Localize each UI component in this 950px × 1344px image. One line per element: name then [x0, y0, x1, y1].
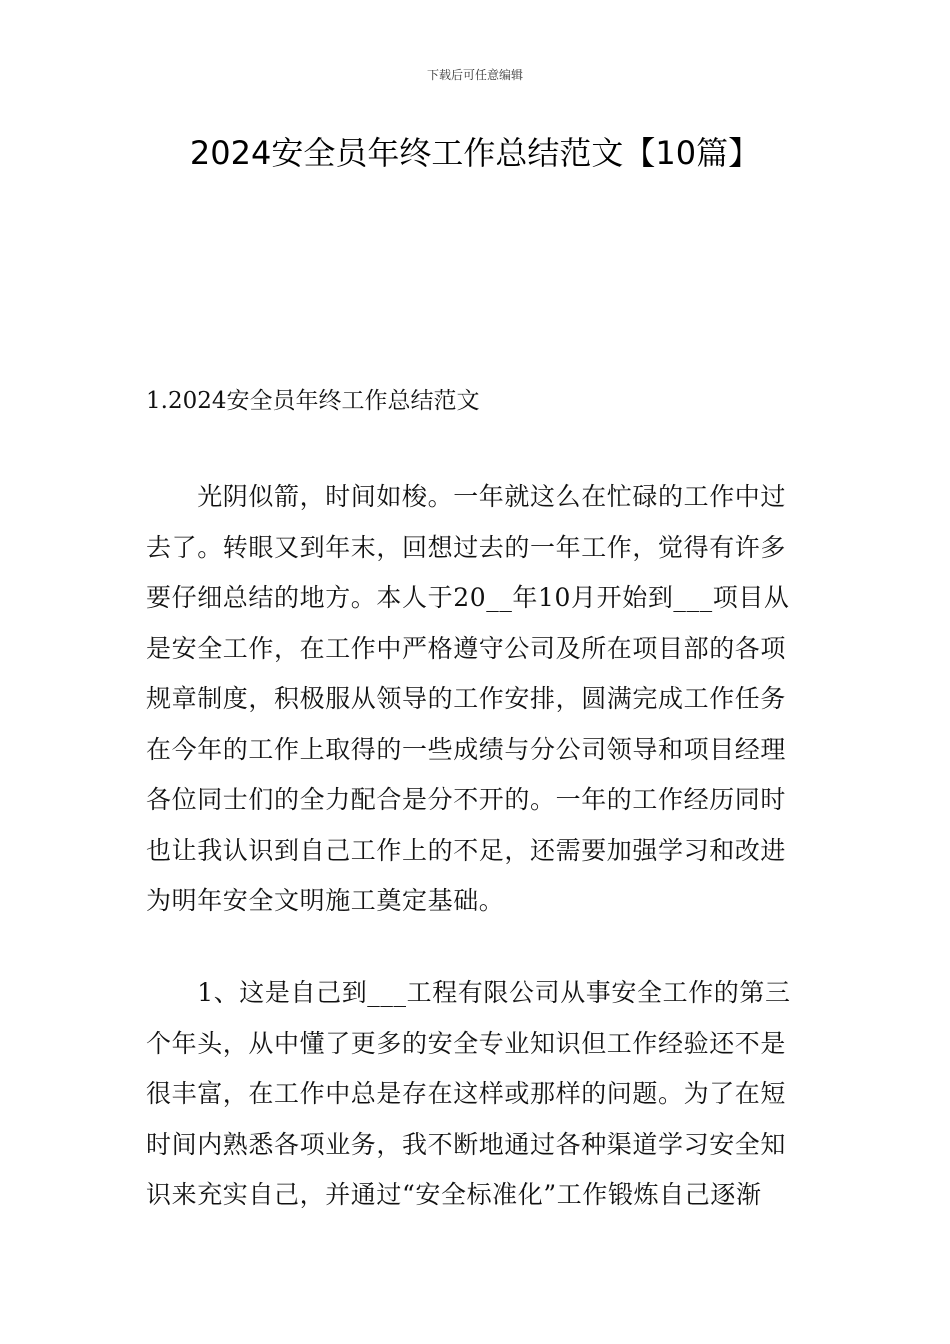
document-title: 2024安全员年终工作总结范文【10篇】 [189, 134, 761, 172]
section-heading: 1.2024安全员年终工作总结范文 [146, 388, 480, 414]
body-paragraph-2 [146, 968, 806, 1221]
paragraph-line: 也让我认识到自己工作上的不足，还需要加强学习和改进 [146, 835, 787, 865]
body-paragraph-1 [146, 472, 806, 927]
paragraph-line: 为明年安全文明施工奠定基础。 [146, 886, 505, 915]
paragraph-line: 是安全工作，在工作中严格遵守公司及所在项目部的各项 [146, 633, 787, 663]
header-note: 下载后可任意编辑 [426, 68, 523, 82]
paragraph-line: 各位同士们的全力配合是分不开的。一年的工作经历同时 [146, 785, 787, 814]
paragraph-line: 在今年的工作上取得的一些成绩与分公司领导和项目经理 [146, 734, 787, 764]
paragraph-line: 规章制度，积极服从领导的工作安排，圆满完成工作任务 [146, 684, 787, 713]
paragraph-line: 个年头，从中懂了更多的安全专业知识但工作经验还不是 [146, 1028, 787, 1058]
paragraph-line: 时间内熟悉各项业务，我不断地通过各种渠道学习安全知 [146, 1129, 787, 1159]
paragraph-line: 很丰富，在工作中总是存在这样或那样的问题。为了在短 [146, 1079, 787, 1108]
paragraph-line: 要仔细总结的地方。本人于20__年10月开始到___项目从 [146, 583, 790, 612]
paragraph-line: 1、这是自己到___工程有限公司从事安全工作的第三 [146, 978, 791, 1007]
paragraph-line: 识来充实自己，并通过“安全标准化”工作锻炼自己逐渐 [146, 1180, 762, 1209]
paragraph-line: 光阴似箭，时间如梭。一年就这么在忙碌的工作中过 [146, 482, 787, 511]
paragraph-line: 去了。转眼又到年末，回想过去的一年工作，觉得有许多 [146, 532, 787, 562]
